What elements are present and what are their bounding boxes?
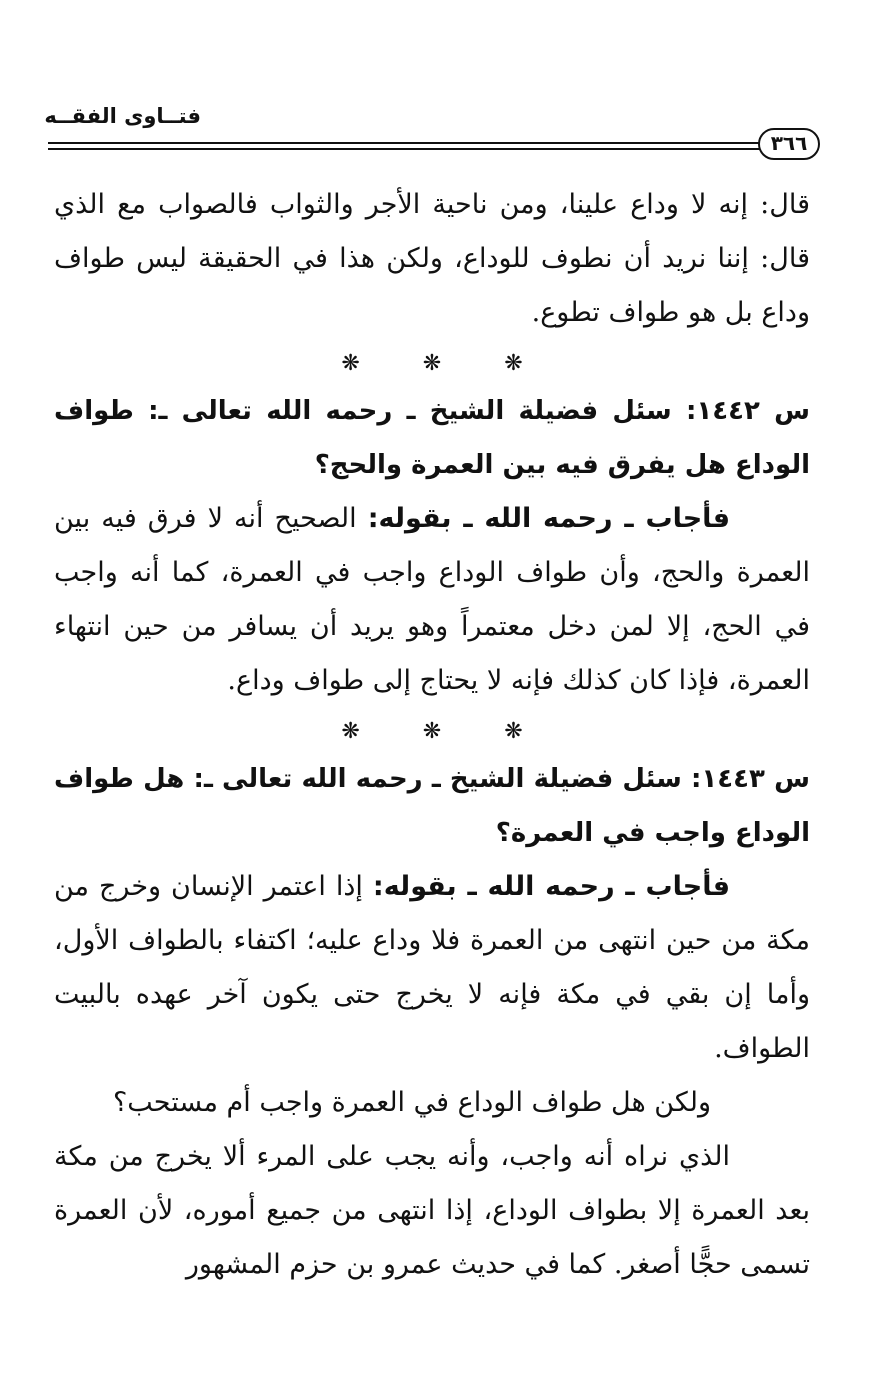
answer-1443-lead: فأجاب ـ رحمه الله ـ بقوله: [372, 871, 731, 902]
question-1443 [54, 752, 810, 860]
page-body [54, 178, 810, 1292]
question-1442 [54, 384, 810, 492]
paragraph-intro: قال: إنه لا وداع علينا، ومن ناحية الأجر والثواب فالصواب مع الذي قال: إننا نريد أن نطوف للوداع، ولكن هذا في الحقيقة ليس طواف وداع بل هو طواف تطوع. [54, 189, 810, 328]
answer-1443 [54, 860, 810, 1076]
section-separator: ❋ ❋ ❋ [341, 351, 551, 376]
answer-1442-text: الصحيح أنه لا فرق فيه بين العمرة والحج، وأن طواف الوداع واجب في العمرة، كما أنه واجب في الحج، إلا لمن دخل معتمراً وهو يريد أن يسافر من حين انتهاء العمرة، فإذا كان كذلك فإنه لا يحتاج إلى طواف وداع. [54, 503, 810, 696]
header-rule-bottom [48, 148, 760, 150]
question-1443-label: س ١٤٤٣: سئل فضيلة الشيخ ـ رحمه الله تعالى ـ: [193, 764, 810, 794]
paragraph-final: الذي نراه أنه واجب، وأنه يجب على المرء ألا يخرج من مكة بعد العمرة إلا بطواف الوداع، إذا انتهى من جميع أموره، لأن العمرة تسمى حجًّا أصغر. كما في حديث عمرو بن حزم المشهور [54, 1141, 810, 1280]
question-1442-text: طواف الوداع هل يفرق فيه بين العمرة والحج؟ [54, 396, 810, 480]
paragraph-question: ولكن هل طواف الوداع في العمرة واجب أم مستحب؟ [112, 1087, 712, 1118]
running-title: فتــاوى الفقــه [44, 104, 201, 128]
question-1442-label: س ١٤٤٢: سئل فضيلة الشيخ ـ رحمه الله تعالى ـ: [148, 396, 810, 426]
answer-1442-lead: فأجاب ـ رحمه الله ـ بقوله: [367, 503, 730, 534]
header-rule-top [48, 142, 760, 144]
answer-1443-text: إذا اعتمر الإنسان وخرج من مكة من حين انتهى من العمرة فلا وداع عليه؛ اكتفاء بالطواف الأول، وأما إن بقي في مكة فإنه لا يخرج حتى يكون آخر عهده بالبيت الطواف. [54, 871, 810, 1064]
section-separator: ❋ ❋ ❋ [341, 719, 551, 744]
question-1443-text: هل طواف الوداع واجب في العمرة؟ [54, 764, 810, 848]
answer-1442 [54, 492, 810, 708]
page-number: ٣٦٦ [758, 128, 820, 160]
